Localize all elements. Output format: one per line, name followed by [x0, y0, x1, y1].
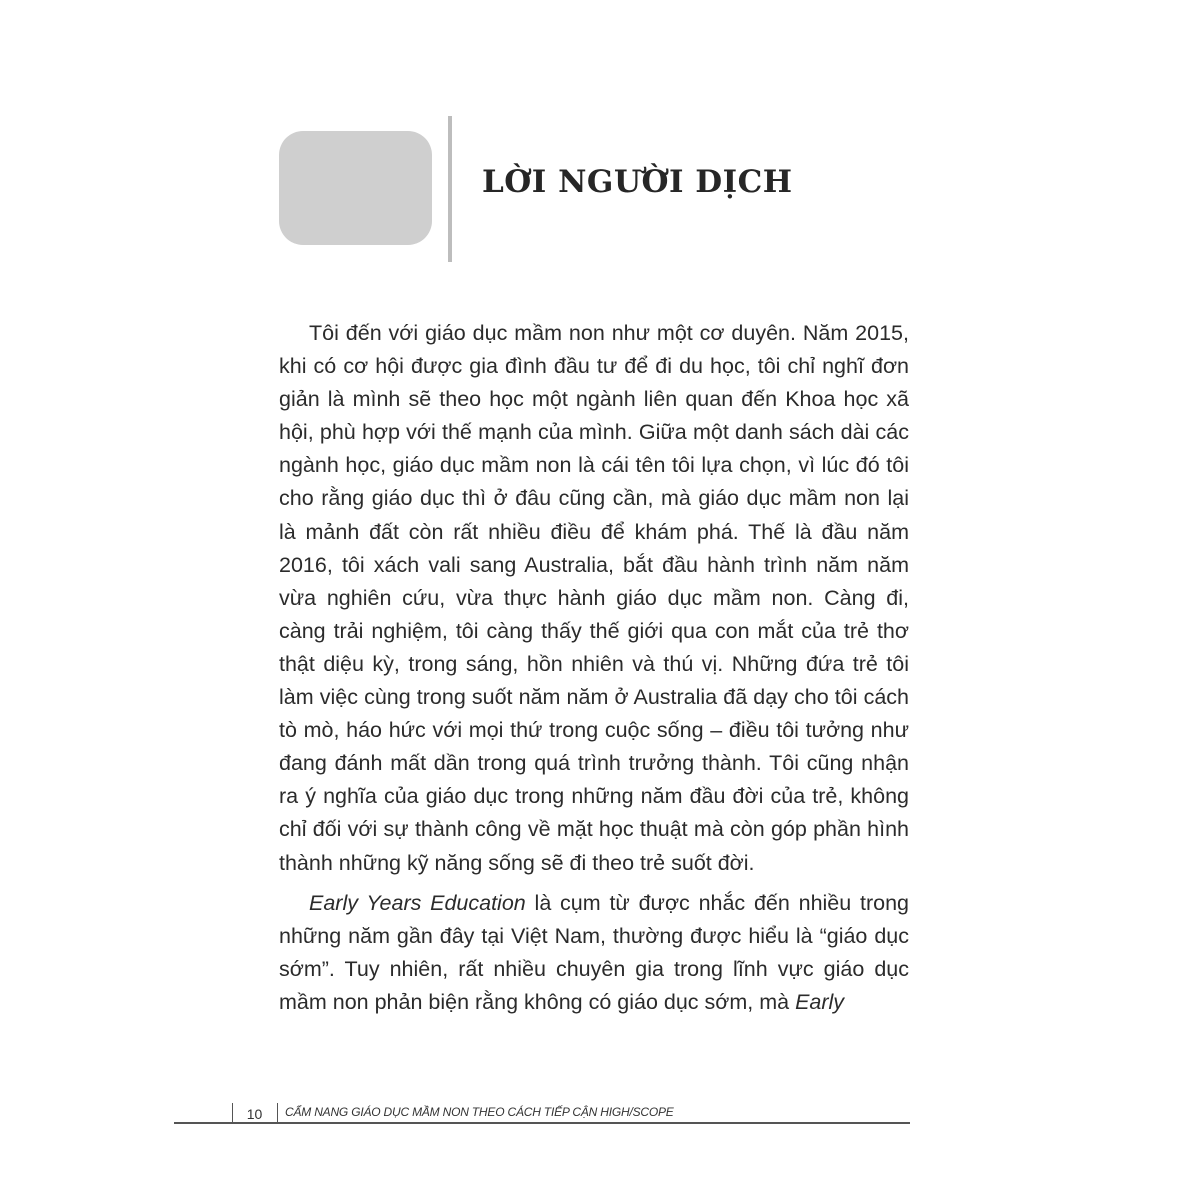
- paragraph-2: [279, 887, 909, 1019]
- paragraph-2-text: là cụm từ được nhắc đến nhiều trong những năm gần đây tại Việt Nam, thường được hiểu là “giáo dục sớm”. Tuy nhiên, rất nhiều chuyên gia trong lĩnh vực giáo dục mầm non phản biện rằng không có giáo dục sớm, mà: [279, 890, 909, 1014]
- paragraph-1: Tôi đến với giáo dục mầm non như một cơ duyên. Năm 2015, khi có cơ hội được gia đình đầu tư để đi du học, tôi chỉ nghĩ đơn giản là mình sẽ theo học một ngành liên quan đến Khoa học xã hội, phù hợp với thế mạnh của mình. Giữa một danh sách dài các ngành học, giáo dục mầm non là cái tên tôi lựa chọn, vì lúc đó tôi cho rằng giáo dục thì ở đâu cũng cần, mà giáo dục mầm non lại là mảnh đất còn rất nhiều điều để khám phá. Thế là đầu năm 2016, tôi xách vali sang Australia, bắt đầu hành trình năm năm vừa nghiên cứu, vừa thực hành giáo dục mầm non. Càng đi, càng trải nghiệm, tôi càng thấy thế giới qua con mắt của trẻ thơ thật diệu kỳ, trong sáng, hồn nhiên và thú vị. Những đứa trẻ tôi làm việc cùng trong suốt năm năm ở Australia đã dạy cho tôi cách tò mò, háo hức với mọi thứ trong cuộc sống – điều tôi tưởng như đang đánh mất dần trong quá trình trưởng thành. Tôi cũng nhận ra ý nghĩa của giáo dục trong những năm đầu đời của trẻ, không chỉ đối với sự thành công về mặt học thuật mà còn góp phần hình thành những kỹ năng sống sẽ đi theo trẻ suốt đời.: [279, 321, 909, 875]
- page-number: 10: [246, 1106, 263, 1122]
- body-text: [279, 317, 909, 1026]
- footer-rule: [174, 1122, 910, 1124]
- italic-term-tail: Early: [795, 989, 845, 1014]
- running-title: CẨM NANG GIÁO DỤC MẦM NON THEO CÁCH TIẾP CẬN HIGH/SCOPE: [285, 1105, 674, 1119]
- title-divider: [448, 116, 452, 262]
- chapter-title-block: [279, 131, 432, 245]
- italic-term: Early Years Education: [309, 890, 526, 915]
- chapter-title: LỜI NGƯỜI DỊCH: [482, 164, 793, 200]
